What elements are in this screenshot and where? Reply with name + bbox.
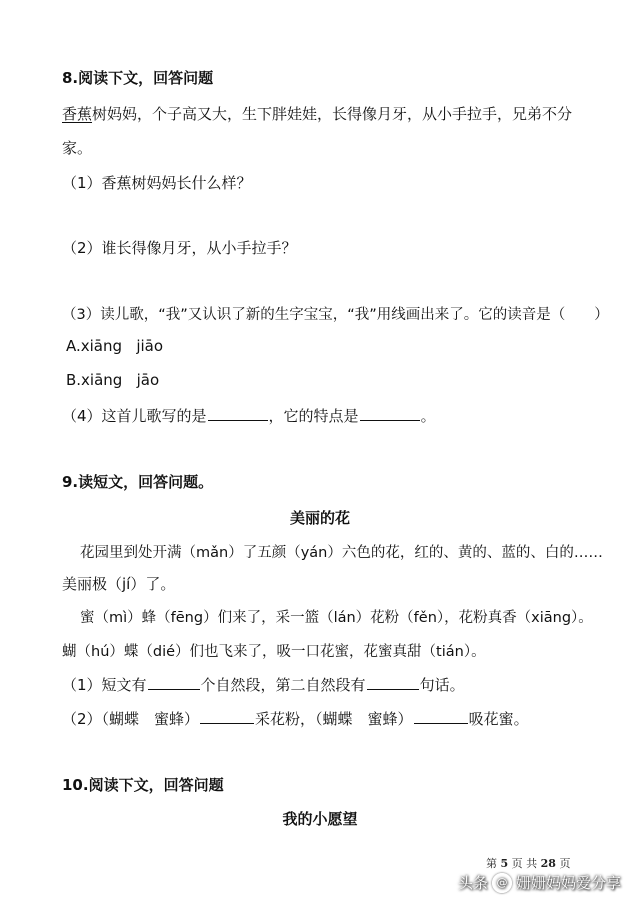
page-suffix: 页 [559,857,571,870]
q8-option-b: B.xiāng jāo [66,371,160,389]
q9-paragraph-2: 蜜（mì）蜂（fēng）们来了，采一篮（lán）花粉（fěn），花粉真香（xiāng）。 [80,610,593,626]
q8-underlined-word: 香蕉 [62,105,93,123]
q9-paragraph-3: 蝴（hú）蝶（dié）们也飞来了，吸一口花蜜，花蜜真甜（tián）。 [62,644,486,660]
q8-sub1: （1）香蕉树妈妈长什么样？ [62,174,252,192]
answer-blank[interactable] [148,675,200,690]
q8-sub2: （2）谁长得像月牙，从小手拉手？ [62,239,297,257]
answer-blank[interactable] [208,406,268,421]
q8-poem-line-2: 家。 [62,139,93,157]
q10-title: 10.阅读下文，回答问题 [62,776,224,794]
q9-sub2-part-a: （2）（蝴蝶 蜜蜂） [62,710,200,728]
at-icon: @ [492,873,512,893]
q8-sub4 [62,405,436,426]
q9-sub2-part-c: 吸花蜜。 [468,710,529,728]
answer-blank[interactable] [414,709,468,724]
q9-sub1-part-b: 个自然段，第二自然段有 [200,676,366,694]
q9-passage-title: 美丽的花 [289,509,350,527]
answer-blank[interactable] [200,709,254,724]
q8-poem-line-1 [62,103,572,124]
q9-sub1-part-a: （1）短文有 [62,676,147,694]
page-prefix: 第 [486,857,497,870]
page-total: 28 [540,857,556,870]
page-current: 5 [500,857,509,870]
answer-blank[interactable] [360,406,420,421]
q8-option-a: A.xiāng jiāo [66,337,164,355]
watermark-source: 头条 [458,874,489,892]
q8-sub4-part-b: ，它的特点是 [268,407,359,425]
q9-title: 9.读短文，回答问题。 [62,473,214,491]
answer-blank[interactable] [367,675,419,690]
q8-title: 8.阅读下文，回答问题 [62,69,214,87]
q10-passage-title: 我的小愿望 [282,810,358,828]
page-mid: 页 共 [511,857,538,870]
watermark [458,872,621,893]
page-number [486,855,570,871]
q9-paragraph-1-line-2: 美丽极（jí）了。 [62,575,176,593]
q9-sub2-part-b: 采花粉，（蝴蝶 蜜蜂） [255,710,413,728]
q8-sub4-part-c: 。 [420,407,436,425]
q9-paragraph-1-line-1: 花园里到处开满（mǎn）了五颜（yán）六色的花，红的、黄的、蓝的、白的…… [80,545,603,561]
q8-sub4-part-a: （4）这首儿歌写的是 [62,407,207,425]
q8-poem-line-1-rest: 树妈妈，个子高又大，生下胖娃娃，长得像月牙，从小手拉手，兄弟不分 [92,105,573,123]
q9-sub2 [62,708,529,729]
q8-sub3: （3）读儿歌，“我”又认识了新的生字宝宝，“我”用线画出来了。它的读音是（ ） [62,307,609,323]
q9-sub1-part-c: 句话。 [419,676,465,694]
q9-sub1 [62,674,465,695]
watermark-author: 姗姗妈妈爱分享 [516,874,622,892]
